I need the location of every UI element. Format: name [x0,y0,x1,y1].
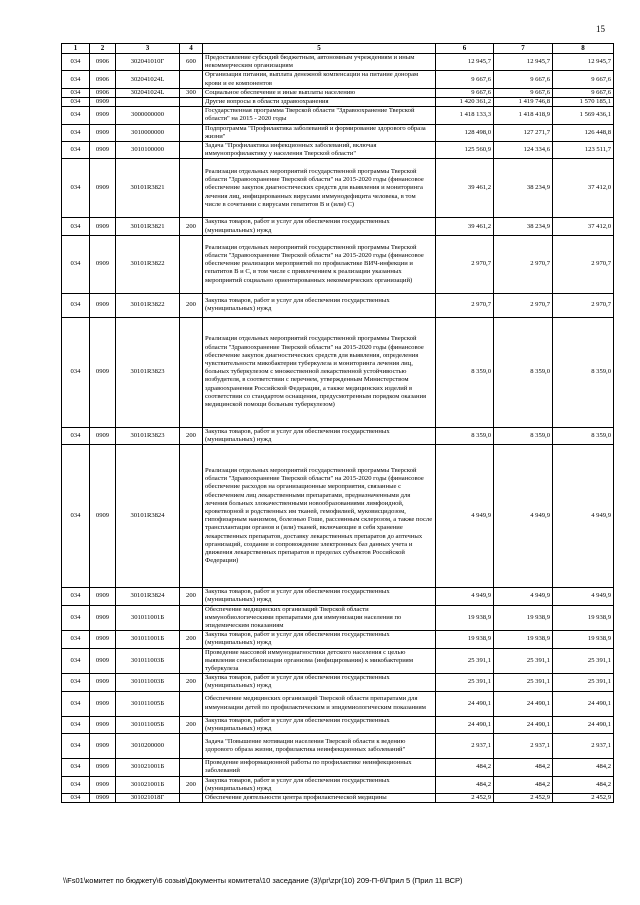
header-cell: 1 [62,44,90,54]
amount-year1-cell: 2 452,9 [436,793,494,802]
description-cell: Проведение массовой иммунодиагностики детского населения с целью выявления сенсибилизации организма (инфицирования) к микобактериям туберкулеза [203,648,436,674]
amount-year2-cell: 484,2 [494,776,553,793]
section-code-cell: 0909 [90,691,116,716]
target-article-cell: 3010200000 [116,734,180,759]
admin-code-cell: 034 [62,605,90,631]
description-cell: Закупка товаров, работ и услуг для обеспечения государственных (муниципальных) нужд [203,716,436,733]
amount-year3-cell: 484,2 [553,776,614,793]
section-code-cell: 0909 [90,776,116,793]
admin-code-cell: 034 [62,235,90,293]
description-cell: Государственная программа Тверской области "Здравоохранение Тверской области" на 2015 - 2020 годы [203,107,436,124]
admin-code-cell: 034 [62,691,90,716]
amount-year3-cell: 2 937,1 [553,734,614,759]
amount-year2-cell: 484,2 [494,759,553,776]
amount-year3-cell: 37 412,0 [553,218,614,235]
description-cell: Другие вопросы в области здравоохранения [203,98,436,107]
section-code-cell: 0909 [90,674,116,691]
target-article-cell: 302041010Г [116,54,180,71]
expense-type-cell [180,317,203,427]
target-article-cell: 3000000000 [116,107,180,124]
description-cell: Обеспечение деятельности центра профилактической медицины [203,793,436,802]
amount-year1-cell: 19 938,9 [436,605,494,631]
target-article-cell: 301011003Б [116,674,180,691]
amount-year2-cell: 4 949,9 [494,588,553,605]
admin-code-cell: 034 [62,88,90,97]
table-row [62,88,614,97]
target-article-cell: 30101R3823 [116,427,180,444]
admin-code-cell: 034 [62,293,90,317]
section-code-cell: 0909 [90,317,116,427]
expense-type-cell [180,124,203,141]
description-cell: Закупка товаров, работ и услуг для обеспечения государственных (муниципальных) нужд [203,631,436,648]
amount-year3-cell: 25 391,1 [553,648,614,674]
admin-code-cell: 034 [62,218,90,235]
table-row [62,691,614,716]
admin-code-cell: 034 [62,759,90,776]
expense-type-cell: 600 [180,54,203,71]
expense-type-cell: 200 [180,674,203,691]
table-row [62,142,614,159]
table-row [62,98,614,107]
amount-year2-cell: 2 452,9 [494,793,553,802]
section-code-cell: 0909 [90,716,116,733]
expense-type-cell [180,793,203,802]
table-row [62,776,614,793]
table-row [62,588,614,605]
amount-year1-cell: 484,2 [436,759,494,776]
expense-type-cell: 300 [180,88,203,97]
expense-type-cell: 200 [180,776,203,793]
section-code-cell: 0909 [90,445,116,588]
expense-type-cell [180,605,203,631]
target-article-cell: 301011003Б [116,648,180,674]
section-code-cell: 0909 [90,98,116,107]
file-path-footer: \\Fs01\комитет по бюджету\6 созыв\Документы комитета\10 заседание (3)\pr\zpr(10) 209-П-6\Прил 5 (Прил 11 ВСР) [63,876,463,885]
amount-year2-cell: 38 234,9 [494,218,553,235]
description-cell: Закупка товаров, работ и услуг для обеспечения государственных (муниципальных) нужд [203,293,436,317]
header-cell: 8 [553,44,614,54]
amount-year2-cell: 38 234,9 [494,159,553,218]
expense-type-cell [180,142,203,159]
description-cell: Предоставление субсидий бюджетным, автономным учреждениям и иным некоммерческим организациям [203,54,436,71]
table-row [62,317,614,427]
target-article-cell: 30101R3822 [116,293,180,317]
expense-type-cell [180,759,203,776]
table-row [62,674,614,691]
expense-type-cell [180,107,203,124]
expense-type-cell: 200 [180,218,203,235]
amount-year3-cell: 2 970,7 [553,293,614,317]
target-article-cell: 30101R3823 [116,317,180,427]
amount-year3-cell: 9 667,6 [553,71,614,88]
target-article-cell: 30101R3824 [116,588,180,605]
amount-year2-cell: 9 667,6 [494,71,553,88]
admin-code-cell: 034 [62,734,90,759]
description-cell: Задача "Профилактика инфекционных заболеваний, включая иммунопрофилактику у населения Тверской области" [203,142,436,159]
amount-year2-cell: 2 970,7 [494,293,553,317]
admin-code-cell: 034 [62,631,90,648]
target-article-cell: 3010000000 [116,124,180,141]
description-cell: Реализация отдельных мероприятий государственной программы Тверской области "Здравоохранение Тверской области" на 2015-2020 годы (финансовое обеспечение закупок диагностических средств для выявления, определения чувствительности микобактерии туберкулеза и мониторинга лечения лиц, больных туберкулезом с множественной лекарственной устойчивостью возбудителя, в соответствии с перечнем, утвержденным Министерством здравоохранения Российской Федерации, а также медицинских изделий в соответствии со стандартом оснащения, предусмотренным порядком оказания медицинской помощи больным туберкулезом) [203,317,436,427]
amount-year1-cell: 2 970,7 [436,293,494,317]
amount-year2-cell: 4 949,9 [494,445,553,588]
header-cell: 6 [436,44,494,54]
table-row [62,71,614,88]
amount-year1-cell: 24 490,1 [436,716,494,733]
section-code-cell: 0909 [90,734,116,759]
amount-year1-cell: 39 461,2 [436,159,494,218]
section-code-cell: 0909 [90,793,116,802]
amount-year1-cell: 39 461,2 [436,218,494,235]
section-code-cell: 0909 [90,142,116,159]
section-code-cell: 0909 [90,235,116,293]
expense-type-cell: 200 [180,631,203,648]
amount-year3-cell: 126 448,8 [553,124,614,141]
expense-type-cell [180,159,203,218]
amount-year1-cell: 25 391,1 [436,648,494,674]
amount-year3-cell: 123 511,7 [553,142,614,159]
description-cell: Закупка товаров, работ и услуг для обеспечения государственных (муниципальных) нужд [203,218,436,235]
expense-type-cell [180,71,203,88]
section-code-cell: 0909 [90,159,116,218]
amount-year3-cell: 2 452,9 [553,793,614,802]
amount-year2-cell: 24 490,1 [494,716,553,733]
amount-year2-cell: 1 419 746,8 [494,98,553,107]
target-article-cell: 301011005Б [116,691,180,716]
amount-year2-cell: 8 359,0 [494,427,553,444]
description-cell: Организация питания, выплата денежной компенсации на питание донорам крови и ее компонентов [203,71,436,88]
admin-code-cell: 034 [62,648,90,674]
admin-code-cell: 034 [62,54,90,71]
section-code-cell: 0909 [90,107,116,124]
description-cell: Закупка товаров, работ и услуг для обеспечения государственных (муниципальных) нужд [203,776,436,793]
amount-year3-cell: 4 949,9 [553,588,614,605]
table-row [62,54,614,71]
amount-year2-cell: 2 937,1 [494,734,553,759]
admin-code-cell: 034 [62,124,90,141]
description-cell: Закупка товаров, работ и услуг для обеспечения государственных (муниципальных) нужд [203,427,436,444]
expense-type-cell: 200 [180,293,203,317]
target-article-cell: 3010100000 [116,142,180,159]
amount-year2-cell: 124 334,6 [494,142,553,159]
section-code-cell: 0909 [90,427,116,444]
expense-type-cell [180,445,203,588]
amount-year1-cell: 25 391,1 [436,674,494,691]
expense-type-cell [180,235,203,293]
table-row [62,793,614,802]
amount-year1-cell: 9 667,6 [436,71,494,88]
table-row [62,631,614,648]
admin-code-cell: 034 [62,716,90,733]
admin-code-cell: 034 [62,98,90,107]
header-cell: 7 [494,44,553,54]
amount-year3-cell: 8 359,0 [553,317,614,427]
admin-code-cell: 034 [62,159,90,218]
amount-year1-cell: 8 359,0 [436,317,494,427]
description-cell: Социальное обеспечение и иные выплаты населению [203,88,436,97]
amount-year2-cell: 25 391,1 [494,674,553,691]
section-code-cell: 0909 [90,605,116,631]
target-article-cell: 301021001Б [116,776,180,793]
description-cell: Закупка товаров, работ и услуг для обеспечения государственных (муниципальных) нужд [203,588,436,605]
table-row [62,734,614,759]
admin-code-cell: 034 [62,427,90,444]
target-article-cell: 30101R3822 [116,235,180,293]
admin-code-cell: 034 [62,674,90,691]
header-cell: 2 [90,44,116,54]
table-row [62,648,614,674]
page-number: 15 [596,24,605,34]
amount-year3-cell: 8 359,0 [553,427,614,444]
amount-year3-cell: 1 570 185,1 [553,98,614,107]
target-article-cell: 302041024L [116,71,180,88]
amount-year1-cell: 12 945,7 [436,54,494,71]
admin-code-cell: 034 [62,588,90,605]
table-row [62,716,614,733]
table-row [62,218,614,235]
section-code-cell: 0909 [90,218,116,235]
target-article-cell: 301021018Г [116,793,180,802]
expense-type-cell: 200 [180,588,203,605]
amount-year3-cell: 19 938,9 [553,605,614,631]
amount-year2-cell: 12 945,7 [494,54,553,71]
amount-year2-cell: 25 391,1 [494,648,553,674]
amount-year3-cell: 24 490,1 [553,716,614,733]
expense-type-cell [180,691,203,716]
table-row [62,124,614,141]
amount-year1-cell: 4 949,9 [436,588,494,605]
target-article-cell: 301011001Б [116,631,180,648]
amount-year3-cell: 1 569 436,1 [553,107,614,124]
description-cell: Подпрограмма "Профилактика заболеваний и формирование здорового образа жизни" [203,124,436,141]
description-cell: Проведение информационной работы по профилактике неинфекционных заболеваний [203,759,436,776]
expense-type-cell [180,648,203,674]
amount-year3-cell: 484,2 [553,759,614,776]
target-article-cell: 30101R3824 [116,445,180,588]
target-article-cell [116,98,180,107]
amount-year1-cell: 128 498,0 [436,124,494,141]
target-article-cell: 30101R3821 [116,218,180,235]
admin-code-cell: 034 [62,793,90,802]
amount-year2-cell: 19 938,9 [494,605,553,631]
table-row [62,293,614,317]
section-code-cell: 0909 [90,648,116,674]
description-cell: Реализация отдельных мероприятий государственной программы Тверской области "Здравоохранение Тверской области" на 2015-2020 годы (финансовое обеспечение реализации мероприятий по профилактике ВИЧ-инфекции и гепатитов В и С, в том числе с привлечением к реализации указанных мероприятий социально ориентированных некоммерческих организаций) [203,235,436,293]
amount-year3-cell: 9 667,6 [553,88,614,97]
amount-year3-cell: 2 970,7 [553,235,614,293]
amount-year2-cell: 24 490,1 [494,691,553,716]
section-code-cell: 0909 [90,759,116,776]
admin-code-cell: 034 [62,776,90,793]
amount-year2-cell: 9 667,6 [494,88,553,97]
amount-year1-cell: 2 937,1 [436,734,494,759]
section-code-cell: 0906 [90,71,116,88]
amount-year3-cell: 4 949,9 [553,445,614,588]
table-row [62,427,614,444]
table-row [62,759,614,776]
target-article-cell: 301021001Б [116,759,180,776]
description-cell: Обеспечение медицинских организаций Тверской области препаратами для иммунизации детей по профилактическим и эпидемиологическим показаниям [203,691,436,716]
amount-year3-cell: 37 412,0 [553,159,614,218]
amount-year2-cell: 1 418 418,9 [494,107,553,124]
admin-code-cell: 034 [62,142,90,159]
target-article-cell: 301011001Б [116,605,180,631]
amount-year2-cell: 2 970,7 [494,235,553,293]
table-row [62,445,614,588]
admin-code-cell: 034 [62,317,90,427]
header-cell: 5 [203,44,436,54]
target-article-cell: 301011005Б [116,716,180,733]
amount-year1-cell: 2 970,7 [436,235,494,293]
amount-year1-cell: 1 418 133,3 [436,107,494,124]
budget-table [61,43,614,803]
amount-year1-cell: 1 420 361,2 [436,98,494,107]
amount-year1-cell: 8 359,0 [436,427,494,444]
description-cell: Задача "Повышение мотивации населения Тверской области к ведению здорового образа жизни, профилактика неинфекционных заболеваний" [203,734,436,759]
section-code-cell: 0909 [90,124,116,141]
table-row [62,605,614,631]
table-row [62,159,614,218]
target-article-cell: 30101R3821 [116,159,180,218]
expense-type-cell [180,98,203,107]
description-cell: Реализация отдельных мероприятий государственной программы Тверской области "Здравоохранение Тверской области" на 2015-2020 годы (финансовое обеспечение расходов на организационные мероприятия, связанные с обеспечением лиц лекарственными препаратами, предназначенными для лечения больных злокачественными новообразованиями лимфоидной, кроветворной и родственных им тканей, гемофилией, муковисцидозом, гипофизарным нанизмом, болезнью Гоше, рассеянным склерозом, а также после трансплантации органов и (или) тканей, включающие в себя хранение лекарственных препаратов, доставку лекарственных препаратов до аптечных организаций, создание и сопровождение электронных баз данных учета и движения лекарственных препаратов в пределах субъектов Российской Федерации) [203,445,436,588]
expense-type-cell [180,734,203,759]
amount-year2-cell: 127 271,7 [494,124,553,141]
amount-year1-cell: 484,2 [436,776,494,793]
amount-year1-cell: 9 667,6 [436,88,494,97]
amount-year3-cell: 12 945,7 [553,54,614,71]
section-code-cell: 0906 [90,54,116,71]
amount-year3-cell: 19 938,9 [553,631,614,648]
amount-year1-cell: 19 938,9 [436,631,494,648]
admin-code-cell: 034 [62,445,90,588]
amount-year1-cell: 125 560,9 [436,142,494,159]
table-row [62,107,614,124]
header-cell: 3 [116,44,180,54]
amount-year2-cell: 19 938,9 [494,631,553,648]
amount-year1-cell: 4 949,9 [436,445,494,588]
table-header-row [62,44,614,54]
description-cell: Реализация отдельных мероприятий государственной программы Тверской области "Здравоохранение Тверской области" на 2015-2020 годы (финансовое обеспечение закупок диагностических средств для выявления и мониторинга лечения лиц, инфицированных вирусами иммунодефицита человека, в том числе в сочетании с вирусами гепатитов В и (или) С) [203,159,436,218]
section-code-cell: 0909 [90,293,116,317]
header-cell: 4 [180,44,203,54]
section-code-cell: 0906 [90,88,116,97]
section-code-cell: 0909 [90,631,116,648]
table-row [62,235,614,293]
amount-year3-cell: 25 391,1 [553,674,614,691]
expense-type-cell: 200 [180,427,203,444]
amount-year1-cell: 24 490,1 [436,691,494,716]
amount-year2-cell: 8 359,0 [494,317,553,427]
target-article-cell: 302041024L [116,88,180,97]
description-cell: Обеспечение медицинских организаций Тверской области иммунобиологическими препаратами для иммунизации населения по эпидемическим показаниям [203,605,436,631]
amount-year3-cell: 24 490,1 [553,691,614,716]
section-code-cell: 0909 [90,588,116,605]
description-cell: Закупка товаров, работ и услуг для обеспечения государственных (муниципальных) нужд [203,674,436,691]
admin-code-cell: 034 [62,107,90,124]
admin-code-cell: 034 [62,71,90,88]
expense-type-cell: 200 [180,716,203,733]
